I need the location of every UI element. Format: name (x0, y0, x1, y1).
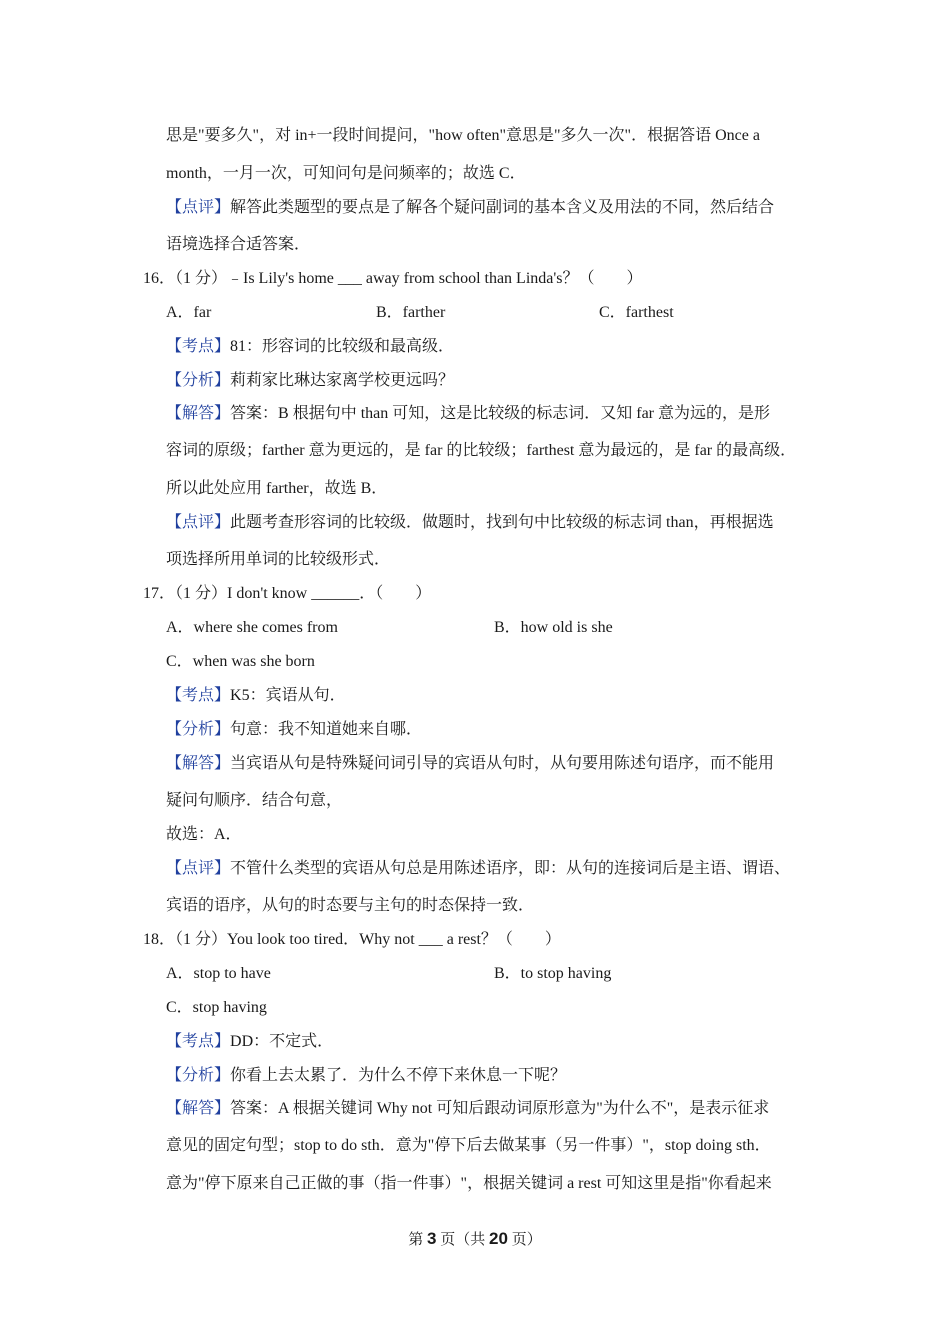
text-line: 容词的原级；farther 意为更远的，是 far 的比较级；farthest 意为最远的，是 far 的最高级． (166, 442, 797, 459)
page-number: 3 (427, 1229, 437, 1248)
text-line: 思是"要多久"，对 in+一段时间提问，"how often"意思是"多久一次"．根据答语 Once a (166, 127, 760, 144)
question-16: 16．（1 分）﹣Is Lily's home ___ away from school than Linda's？（ ） (143, 270, 643, 287)
answer-line: 【解答】答案：A 根据关键词 Why not 可知后跟动词原形意为"为什么不"，是表示征求 (166, 1100, 770, 1117)
analysis-tag: 【分析】 (166, 1067, 231, 1084)
text-line: 意见的固定句型；stop to do sth．意为"停下后去做某事（另一件事）"，stop doing sth． (166, 1137, 771, 1154)
text-line: 语境选择合适答案． (166, 236, 311, 253)
knowledge-point-line: 【考点】DD：不定式． (166, 1033, 334, 1050)
knowledge-point-line: 【考点】81：形容词的比较级和最高级． (166, 338, 455, 355)
text-line: 所以此处应用 farther，故选 B． (166, 480, 388, 497)
comment-line: 【点评】不管什么类型的宾语从句总是用陈述语序，即：从句的连接词后是主语、谓语、 (166, 860, 791, 877)
text-line: 宾语的语序，从句的时态要与主句的时态保持一致． (166, 897, 535, 914)
option-c: C．stop having (166, 999, 267, 1016)
comment-line: 【点评】此题考查形容词的比较级．做题时，找到句中比较级的标志词 than，再根据选 (166, 514, 774, 531)
comment-tag: 【点评】 (166, 860, 231, 877)
analysis-line: 【分析】句意：我不知道她来自哪． (166, 721, 423, 738)
text-line: 项选择所用单词的比较级形式． (166, 551, 391, 568)
option-b: B．to stop having (494, 965, 612, 982)
analysis-tag: 【分析】 (166, 372, 231, 389)
answer-line: 【解答】当宾语从句是特殊疑问词引导的宾语从句时，从句要用陈述句语序，而不能用 (166, 755, 775, 772)
answer-line: 【解答】答案：B 根据句中 than 可知，这是比较级的标志词．又知 far 意为远的，是形 (166, 405, 770, 422)
text-line: 意为"停下原来自己正做的事（指一件事）"，根据关键词 a rest 可知这里是指"你看起来 (166, 1175, 772, 1192)
option-a: A．far (166, 304, 212, 321)
comment-line: 【点评】解答此类题型的要点是了解各个疑问副词的基本含义及用法的不同，然后结合 (166, 199, 775, 216)
analysis-tag: 【分析】 (166, 721, 231, 738)
text-line: month，一月一次，可知问句是问频率的；故选 C． (166, 165, 526, 182)
comment-tag: 【点评】 (166, 514, 231, 531)
analysis-line: 【分析】莉莉家比琳达家离学校更远吗？ (166, 372, 455, 389)
question-17: 17．（1 分）I don't know ______．（ ） (143, 585, 432, 602)
answer-tag: 【解答】 (166, 405, 231, 422)
option-a: A．where she comes from (166, 619, 338, 636)
option-c: C．farthest (599, 304, 674, 321)
answer-tag: 【解答】 (166, 755, 231, 772)
analysis-line: 【分析】你看上去太累了．为什么不停下来休息一下呢？ (166, 1067, 567, 1084)
option-b: B．how old is she (494, 619, 613, 636)
text-line: 故选：A． (166, 826, 242, 843)
total-pages: 20 (489, 1229, 508, 1248)
option-a: A．stop to have (166, 965, 271, 982)
comment-tag: 【点评】 (166, 199, 231, 216)
question-18: 18．（1 分）You look too tired．Why not ___ a rest？（ ） (143, 931, 561, 948)
knowledge-point-tag: 【考点】 (166, 687, 231, 704)
option-b: B．farther (376, 304, 446, 321)
knowledge-point-tag: 【考点】 (166, 338, 231, 355)
knowledge-point-tag: 【考点】 (166, 1033, 231, 1050)
page-footer: 第 3 页（共 20 页） (408, 1229, 542, 1248)
answer-tag: 【解答】 (166, 1100, 231, 1117)
option-c: C．when was she born (166, 653, 315, 670)
text-line: 疑问句顺序．结合句意， (166, 792, 343, 809)
knowledge-point-line: 【考点】K5：宾语从句． (166, 687, 346, 704)
